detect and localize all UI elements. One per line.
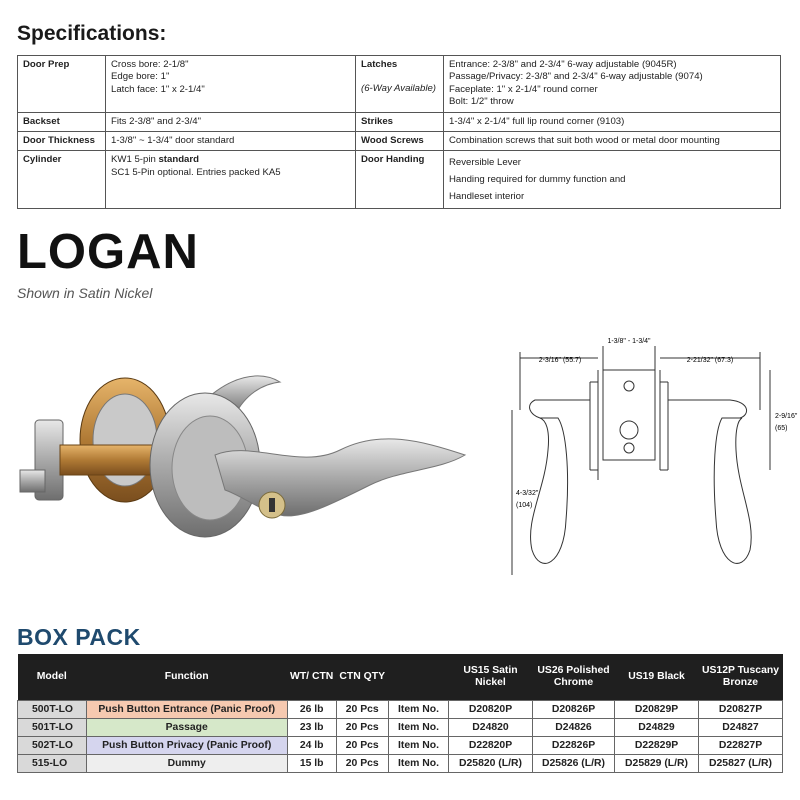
row-us26: D25826 (L/R) [532, 755, 614, 773]
row-itemno: Item No. [388, 701, 448, 719]
door-handing-line: Handing required for dummy function and [449, 174, 626, 186]
spec-value-latches [444, 56, 781, 113]
latches-line: Entrance: 2-3/8" and 2-3/4" 6-way adjustable (9045R) [449, 59, 677, 70]
dim-right-height: 2-9/16" [775, 413, 798, 420]
row-model: 500T-LO [18, 701, 87, 719]
row-wt: 26 lb [287, 701, 336, 719]
row-itemno: Item No. [388, 755, 448, 773]
row-us26: D22826P [532, 737, 614, 755]
row-us19: D20829P [615, 701, 699, 719]
spec-label-latches [356, 56, 444, 113]
spec-label-door-handing: Door Handing [356, 151, 444, 209]
table-row [18, 719, 783, 737]
row-us19: D25829 (L/R) [615, 755, 699, 773]
row-ctn: 20 Pcs [336, 719, 388, 737]
spec-label-strikes: Strikes [356, 112, 444, 131]
lever-lock-photo [0, 320, 480, 590]
spec-value-cylinder [106, 151, 356, 209]
row-itemno: Item No. [388, 719, 448, 737]
row-us19: D22829P [615, 737, 699, 755]
box-pack-table [17, 654, 783, 773]
col-function: Function [86, 654, 287, 701]
row-ctn: 20 Pcs [336, 755, 388, 773]
dim-left-height: 4-3/32" [516, 490, 539, 497]
box-pack-header-row [18, 654, 783, 701]
latches-line: Bolt: 1/2" throw [449, 96, 514, 108]
spec-value-door-handing [444, 151, 781, 209]
spec-value-backset: Fits 2-3/8" and 2-3/4" [106, 112, 356, 131]
row-function: Push Button Entrance (Panic Proof) [86, 701, 287, 719]
spec-value-door-prep [106, 56, 356, 113]
col-wt: WT/ CTN [287, 654, 336, 701]
dim-right: 2-21/32" (67.3) [686, 357, 734, 364]
row-wt: 23 lb [287, 719, 336, 737]
row-us15: D24820 [449, 719, 533, 737]
row-model: 515-LO [18, 755, 87, 773]
col-us15: US15 Satin Nickel [449, 654, 533, 701]
dim-right-height-mm: (65) [775, 425, 788, 432]
spec-value-door-thickness: 1-3/8" ~ 1-3/4" door standard [106, 132, 356, 151]
latches-label: Latches [361, 59, 398, 70]
row-us12p: D24827 [698, 719, 782, 737]
row-us15: D20820P [449, 701, 533, 719]
box-pack-heading: BOX PACK [17, 624, 141, 650]
col-us12p: US12P Tuscany Bronze [698, 654, 782, 701]
door-prep-line: Edge bore: 1" [111, 71, 170, 83]
col-model: Model [18, 654, 87, 701]
row-us26: D20826P [532, 701, 614, 719]
spec-label-door-prep: Door Prep [18, 56, 106, 113]
cylinder-line2: SC1 5-Pin optional. Entries packed KA5 [111, 166, 281, 178]
specifications-table [17, 55, 781, 209]
table-row [18, 755, 783, 773]
cylinder-line1: KW1 5-pin [111, 154, 159, 166]
row-function: Dummy [86, 755, 287, 773]
door-handing-line: Reversible Lever [449, 157, 521, 169]
door-prep-line: Cross bore: 2-1/8" [111, 59, 189, 70]
row-us12p: D20827P [698, 701, 782, 719]
dim-left-height-mm: (104) [516, 502, 533, 509]
table-row [18, 737, 783, 755]
row-function: Push Button Privacy (Panic Proof) [86, 737, 287, 755]
dim-left: 2-3/16" (55.7) [538, 357, 582, 364]
cylinder-standard: standard [158, 154, 199, 166]
finish-note: Shown in Satin Nickel [17, 285, 153, 301]
latches-line: Faceplate: 1" x 2-1/4" round corner [449, 83, 598, 95]
spec-label-cylinder: Cylinder [18, 151, 106, 209]
door-handing-line: Handleset interior [449, 191, 525, 203]
row-model: 501T-LO [18, 719, 87, 737]
table-row [18, 701, 783, 719]
product-name: LOGAN [17, 225, 199, 279]
spec-label-backset: Backset [18, 112, 106, 131]
door-prep-line: Latch face: 1" x 2-1/4" [111, 83, 205, 95]
row-itemno: Item No. [388, 737, 448, 755]
row-model: 502T-LO [18, 737, 87, 755]
row-function: Passage [86, 719, 287, 737]
row-wt: 15 lb [287, 755, 336, 773]
row-us19: D24829 [615, 719, 699, 737]
row-us15: D25820 (L/R) [449, 755, 533, 773]
row-us12p: D22827P [698, 737, 782, 755]
row-ctn: 20 Pcs [336, 737, 388, 755]
row-wt: 24 lb [287, 737, 336, 755]
col-us26: US26 Polished Chrome [532, 654, 614, 701]
spec-value-wood-screws: Combination screws that suit both wood or metal door mounting [444, 132, 781, 151]
spec-value-strikes: 1-3/4" x 2-1/4" full lip round corner (9103) [444, 112, 781, 131]
col-ctn: CTN QTY [336, 654, 388, 701]
dimension-drawing [500, 330, 800, 590]
latches-line: Passage/Privacy: 2-3/8" and 2-3/4" 6-way adjustable (9074) [449, 71, 703, 83]
col-us19: US19 Black [615, 654, 699, 701]
specifications-heading: Specifications: [17, 22, 167, 45]
row-us12p: D25827 (L/R) [698, 755, 782, 773]
row-us26: D24826 [532, 719, 614, 737]
latches-sublabel: (6-Way Available) [361, 83, 437, 95]
dim-top: 1-3/8" - 1-3/4" [607, 338, 651, 345]
spec-label-door-thickness: Door Thickness [18, 132, 106, 151]
row-us15: D22820P [449, 737, 533, 755]
spec-label-wood-screws: Wood Screws [356, 132, 444, 151]
row-ctn: 20 Pcs [336, 701, 388, 719]
